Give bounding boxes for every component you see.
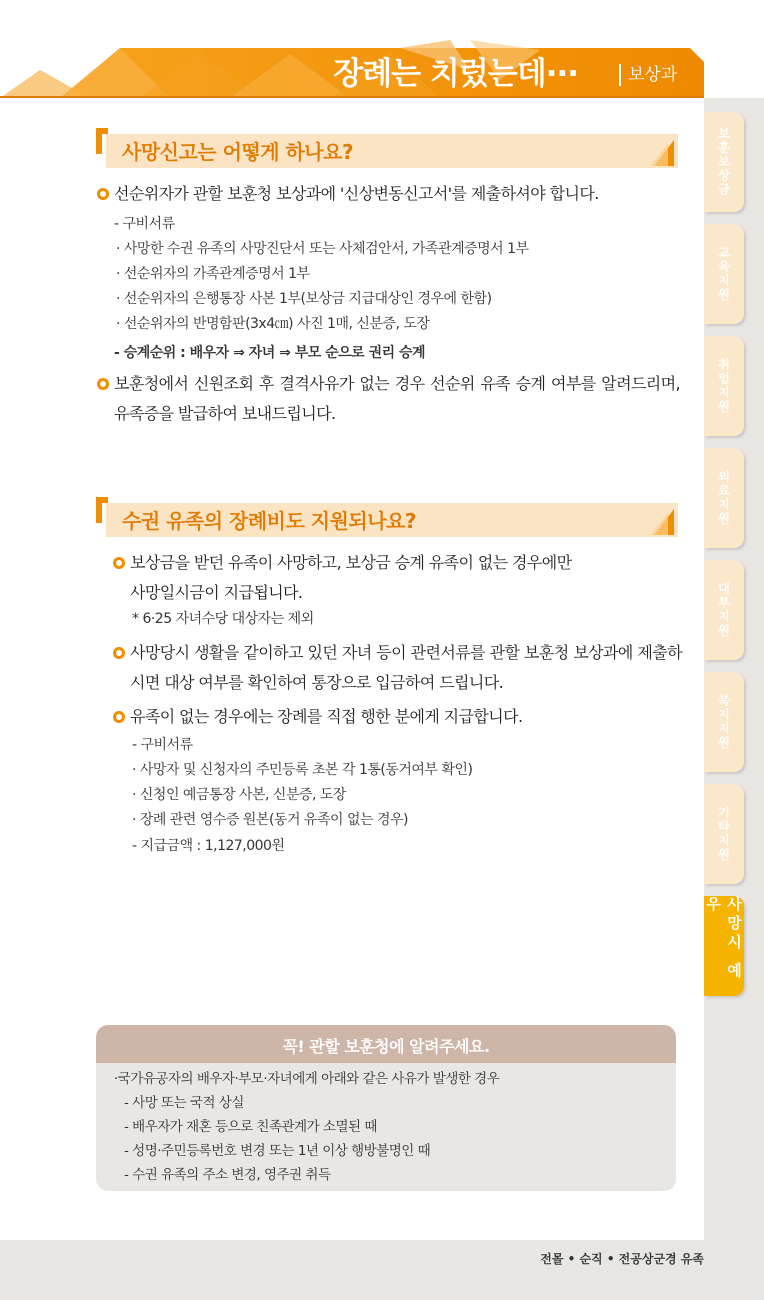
doc-item: · 선순위자의 반명함판(3x4㎝) 사진 1매, 신분증, 도장 bbox=[116, 316, 430, 332]
tab-label: 취업지원 bbox=[716, 358, 731, 414]
notice-item: - 수권 유족의 주소 변경, 영주권 취득 bbox=[124, 1167, 331, 1183]
section2-item2: 사망당시 생활을 같이하고 있던 자녀 등이 관련서류를 관할 보훈청 보상과에 제출하시면 대상 여부를 확인하여 통장으로 입금하여 드립니다. bbox=[130, 643, 682, 692]
tab-employment[interactable] bbox=[704, 336, 744, 436]
bullet-icon bbox=[113, 711, 125, 723]
exclusion-note: * 6·25 자녀수당 대상자는 제외 bbox=[132, 611, 314, 627]
notice-intro: ·국가유공자의 배우자·부모·자녀에게 아래와 같은 사유가 발생한 경우 bbox=[114, 1071, 500, 1087]
header-banner bbox=[0, 40, 704, 98]
tab-label: 교육지원 bbox=[716, 246, 731, 302]
payment-amount: - 지급금액 : 1,127,000원 bbox=[132, 838, 285, 854]
heading-bracket bbox=[96, 497, 108, 523]
footer-text: 전몰 • 순직 • 전공상군경 유족 bbox=[540, 1252, 704, 1266]
bullet-icon bbox=[113, 647, 125, 659]
tab-label: 보훈보상금 bbox=[716, 127, 731, 197]
tab-loan[interactable] bbox=[704, 560, 744, 660]
notice-item: - 성명·주민등록번호 변경 또는 1년 이상 행방불명인 때 bbox=[124, 1143, 431, 1159]
notice-item: - 배우자가 재혼 등으로 친족관계가 소멸된 때 bbox=[124, 1119, 377, 1135]
page-title: 장례는 치렀는데··· bbox=[333, 56, 578, 92]
tab-label: 사망시 예우 bbox=[704, 896, 743, 982]
bullet-icon bbox=[97, 378, 109, 390]
notice-title: 꼭! 관할 보훈청에 알려주세요. bbox=[282, 1037, 490, 1056]
tab-education[interactable] bbox=[704, 224, 744, 324]
section1-item1: 선순위자가 관할 보훈청 보상과에 '신상변동신고서'를 제출하셔야 합니다. bbox=[114, 184, 599, 203]
doc-item: · 사망자 및 신청자의 주민등록 초본 각 1통(동거여부 확인) bbox=[132, 762, 473, 778]
footer bbox=[0, 1240, 764, 1300]
section1-heading bbox=[96, 128, 680, 170]
tab-compensation[interactable] bbox=[704, 112, 744, 212]
tab-death-honors[interactable] bbox=[704, 896, 744, 996]
bullet-icon bbox=[113, 557, 125, 569]
corner-triangle-icon bbox=[650, 503, 680, 537]
section1-item2: 보훈청에서 신원조회 후 결격사유가 없는 경우 선순위 유족 승계 여부를 알려드리며, 유족증을 발급하여 보내드립니다. bbox=[114, 374, 680, 423]
notice-box bbox=[96, 1025, 676, 1191]
title-separator bbox=[619, 64, 621, 86]
heading-text: 수권 유족의 장례비도 지원되나요? bbox=[122, 509, 416, 533]
tab-label: 대부지원 bbox=[716, 582, 731, 638]
doc-item: · 사망한 수권 유족의 사망진단서 또는 사체검안서, 가족관계증명서 1부 bbox=[116, 241, 529, 257]
docs-title: - 구비서류 bbox=[132, 737, 193, 753]
section2-item3: 유족이 없는 경우에는 장례를 직접 행한 분에게 지급합니다. bbox=[130, 707, 523, 726]
doc-item: · 장례 관련 영수증 원본(동거 유족이 없는 경우) bbox=[132, 812, 408, 828]
heading-text: 사망신고는 어떻게 하나요? bbox=[122, 140, 354, 164]
bullet-icon bbox=[97, 188, 109, 200]
notice-item: - 사망 또는 국적 상실 bbox=[124, 1095, 244, 1111]
page-subtitle: 보상과 bbox=[628, 65, 678, 85]
doc-item: · 선순위자의 은행통장 사본 1부(보상금 지급대상인 경우에 한함) bbox=[116, 291, 492, 307]
succession-order: - 승계순위 : 배우자 ⇒ 자녀 ⇒ 부모 순으로 권리 승계 bbox=[114, 345, 426, 361]
tab-label: 복지지원 bbox=[716, 694, 731, 750]
docs-title: - 구비서류 bbox=[114, 216, 175, 232]
section2-heading bbox=[96, 497, 680, 539]
tab-label: 의료지원 bbox=[716, 470, 731, 526]
tab-welfare[interactable] bbox=[704, 672, 744, 772]
tab-label: 기타지원 bbox=[716, 806, 731, 862]
corner-triangle-icon bbox=[650, 134, 680, 168]
notice-header bbox=[96, 1025, 676, 1063]
doc-item: · 신청인 예금통장 사본, 신분증, 도장 bbox=[132, 787, 346, 803]
doc-item: · 선순위자의 가족관계증명서 1부 bbox=[116, 266, 310, 282]
tab-medical[interactable] bbox=[704, 448, 744, 548]
tab-other[interactable] bbox=[704, 784, 744, 884]
section2-item1: 보상금을 받던 유족이 사망하고, 보상금 승계 유족이 없는 경우에만 사망일시금이 지급됩니다. bbox=[130, 553, 572, 602]
heading-bracket bbox=[96, 128, 108, 154]
